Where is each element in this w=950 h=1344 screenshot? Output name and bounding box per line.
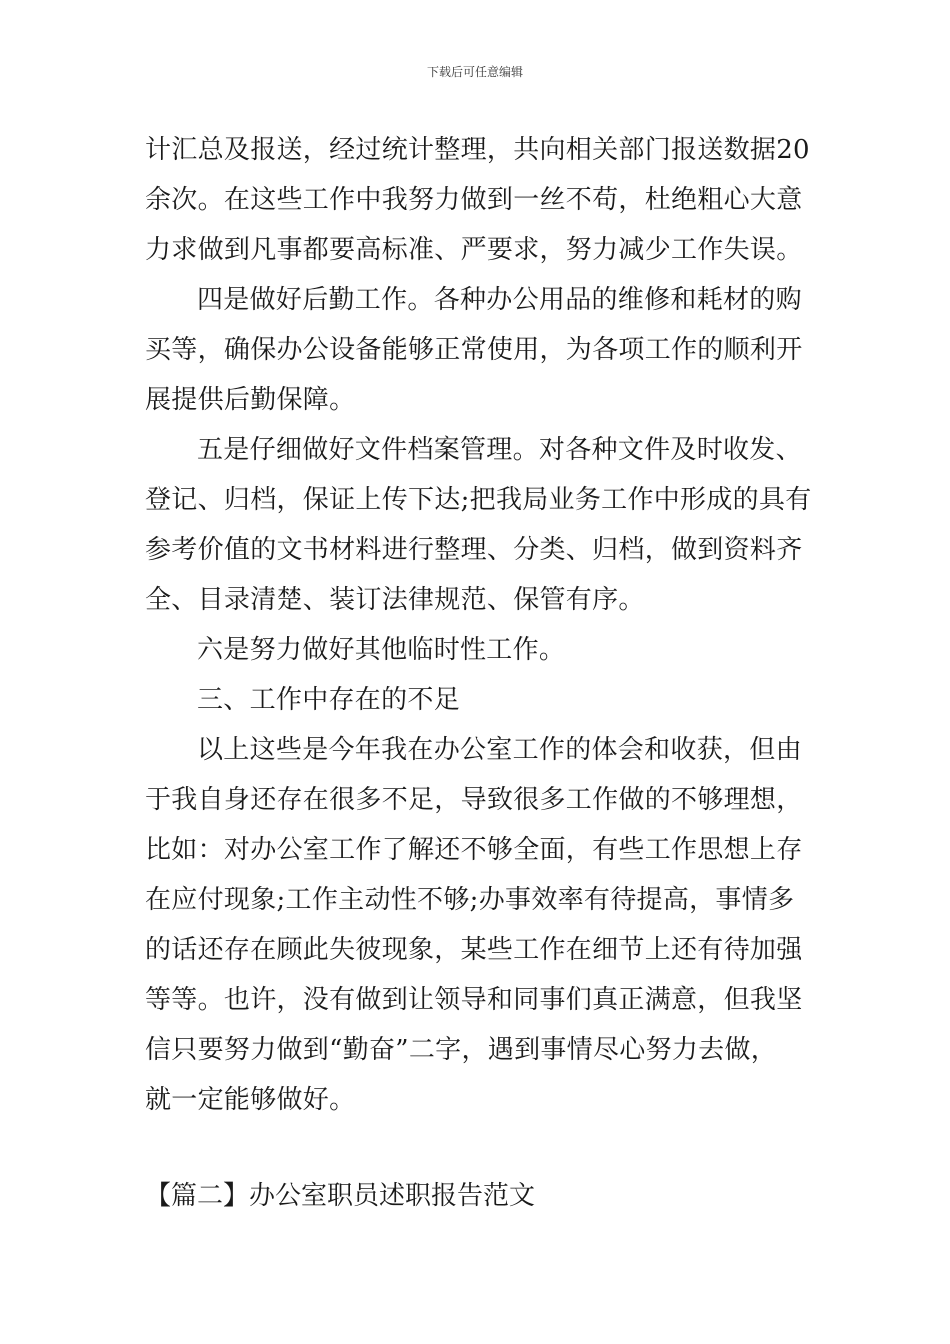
text-line: 等等。也许，没有做到让领导和同事们真正满意，但我坚: [145, 985, 803, 1015]
text-line: 计汇总及报送，经过统计整理，共向相关部门报送数据20: [145, 135, 810, 165]
page-header: 下载后可任意编辑: [426, 65, 523, 79]
paragraph-start-line: 六是努力做好其他临时性工作。: [197, 635, 566, 665]
text-line: 在应付现象;工作主动性不够;办事效率有待提高，事情多: [145, 885, 795, 915]
text-line: 就一定能够做好。: [145, 1085, 356, 1115]
section-title: 【篇二】办公室职员述职报告范文: [145, 1181, 536, 1211]
section-heading-line: 三、工作中存在的不足: [197, 685, 461, 715]
body-text: [145, 125, 812, 1125]
text-line: 的话还存在顾此失彼现象，某些工作在细节上还有待加强: [145, 935, 803, 965]
text-line: 于我自身还存在很多不足，导致很多工作做的不够理想，: [145, 785, 803, 815]
text-line: 比如：对办公室工作了解还不够全面，有些工作思想上存: [145, 835, 803, 865]
text-line: 登记、归档，保证上传下达;把我局业务工作中形成的具有: [145, 485, 812, 515]
paragraph-start-line: 五是仔细做好文件档案管理。对各种文件及时收发、: [197, 435, 802, 465]
text-line: 展提供后勤保障。: [145, 385, 356, 415]
text-line: 力求做到凡事都要高标准、严要求，努力减少工作失误。: [145, 235, 803, 265]
text-line: 买等，确保办公设备能够正常使用，为各项工作的顺利开: [145, 335, 803, 365]
text-line: 参考价值的文书材料进行整理、分类、归档，做到资料齐: [145, 535, 803, 565]
paragraph-start-line: 以上这些是今年我在办公室工作的体会和收获，但由: [197, 735, 802, 765]
paragraph-start-line: 四是做好后勤工作。各种办公用品的维修和耗材的购: [197, 285, 802, 315]
text-line: 余次。在这些工作中我努力做到一丝不苟，杜绝粗心大意: [145, 185, 803, 215]
text-line: 信只要努力做到“勤奋”二字，遇到事情尽心努力去做，: [145, 1035, 778, 1065]
text-line: 全、目录清楚、装订法律规范、保管有序。: [145, 585, 645, 615]
